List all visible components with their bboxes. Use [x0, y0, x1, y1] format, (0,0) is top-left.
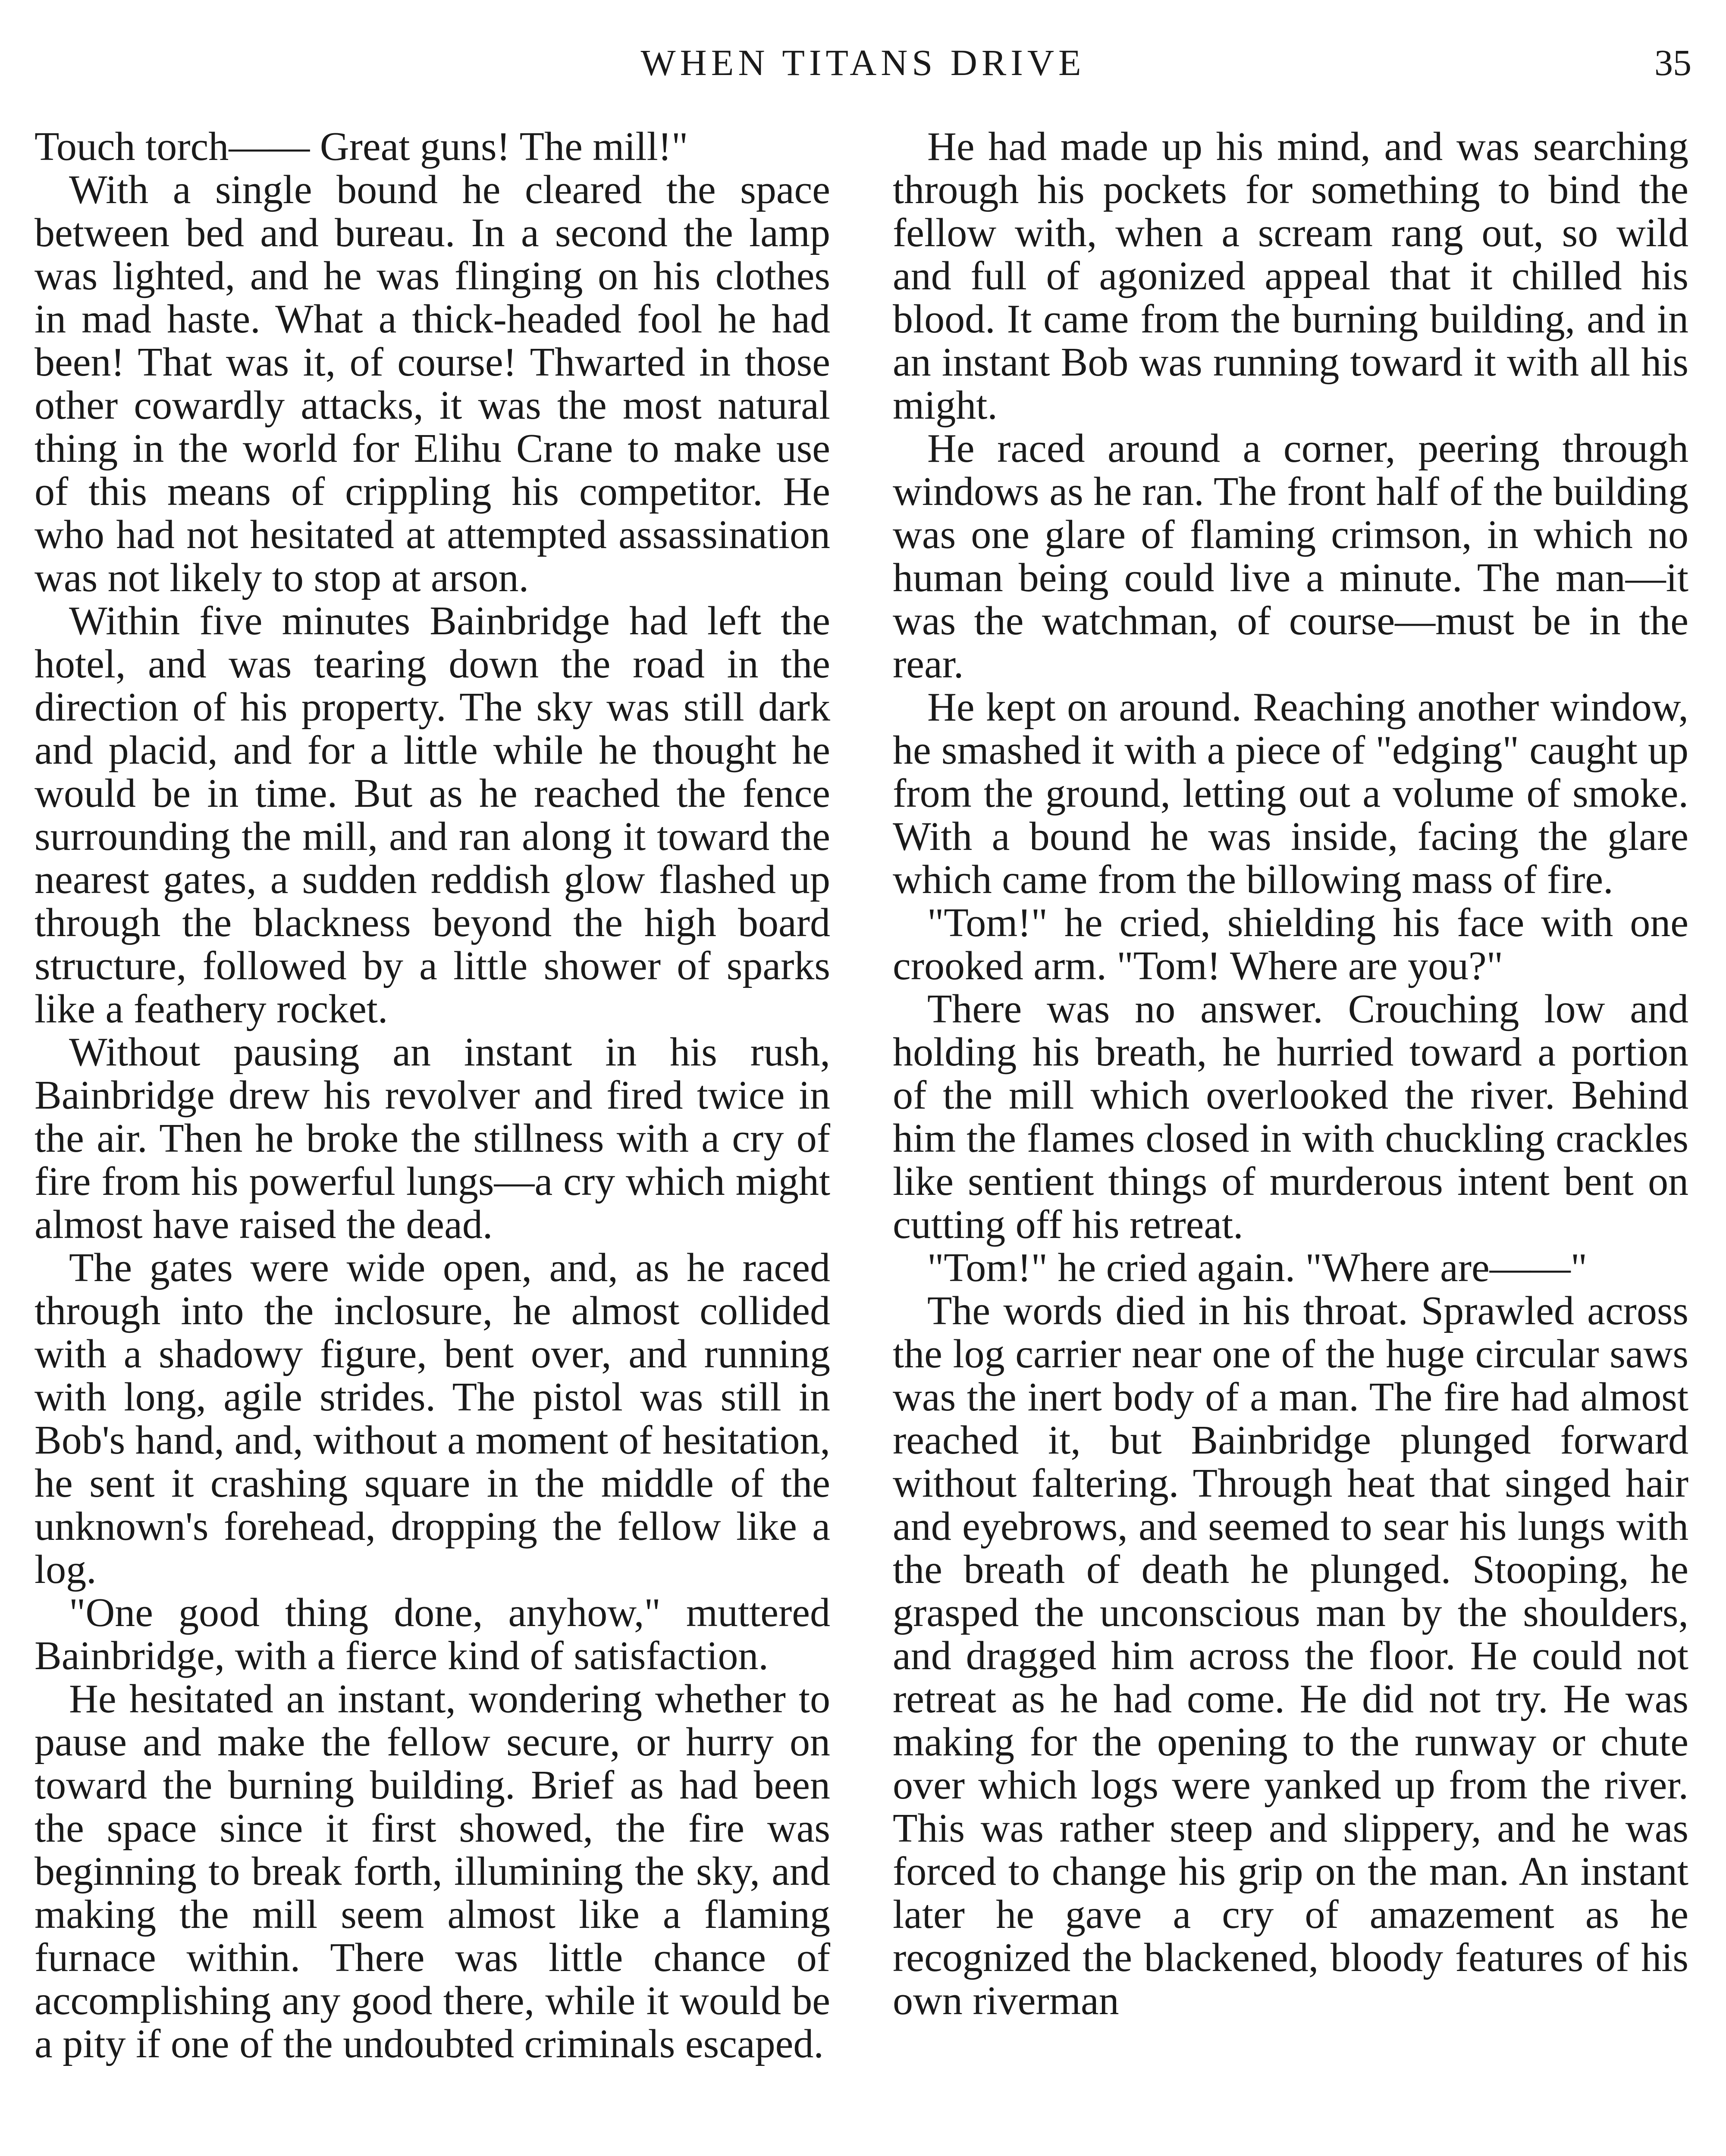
right-column [893, 125, 1688, 2022]
paragraph: He kept on around. Reaching another window, he smashed it with a piece of "edging" caught up from the ground, letting out a volume of smoke. With a bound he was inside, facing the glare which came from the billowing mass of fire. [893, 685, 1688, 902]
left-column [35, 125, 830, 2065]
page-number: 35 [1654, 42, 1691, 83]
paragraph: He had made up his mind, and was searching through his pockets for something to bind the fellow with, when a scream rang out, so wild and full of agonized appeal that it chilled his blood. It came from the burning building, and in an instant Bob was running toward it with all his might. [893, 124, 1688, 428]
page-header [35, 41, 1691, 88]
paragraph: The words died in his throat. Sprawled across the log carrier near one of the huge circular saws was the inert body of a man. The fire had almost reached it, but Bainbridge plunged forward without faltering. Through heat that singed hair and eyebrows, and seemed to sear his lungs with the breath of death he plunged. Stooping, he grasped the unconscious man by the shoulders, and dragged him across the floor. He could not retreat as he had come. He did not try. He was making for the opening to the runway or chute over which logs were yanked up from the river. This was rather steep and slippery, and he was forced to change his grip on the man. An instant later he gave a cry of amazement as he recognized the blackened, bloody features of his own riverman [893, 1288, 1688, 2023]
paragraph: "Tom!" he cried again. "Where are——" [927, 1245, 1588, 1290]
paragraph: There was no answer. Crouching low and holding his breath, he hurried toward a portion of the mill which overlooked the river. Behind him the flames closed in with chuckling crackles like sentient things of murderous intent bent on cutting off his retreat. [893, 987, 1688, 1247]
paragraph: "Tom!" he cried, shielding his face with one crooked arm. "Tom! Where are you?" [893, 900, 1688, 988]
paragraph: With a single bound he cleared the space between bed and bureau. In a second the lamp was lighted, and he was flinging on his clothes in mad haste. What a thick-headed fool he had been! That was it, of course! Thwarted in those other cowardly attacks, it was the most natural thing in the world for Elihu Crane to make use of this means of crippling his competitor. He who had not hesitated at attempted assassination was not likely to stop at arson. [35, 167, 830, 600]
paragraph: The gates were wide open, and, as he raced through into the inclosure, he almost collided with a shadowy figure, bent over, and running with long, agile strides. The pistol was still in Bob's hand, and, without a moment of hesitation, he sent it crashing square in the middle of the unknown's forehead, dropping the fellow like a log. [35, 1245, 830, 1592]
running-title: WHEN TITANS DRIVE [640, 42, 1086, 83]
paragraph: He raced around a corner, peering through windows as he ran. The front half of the building was one glare of flaming crimson, in which no human being could live a minute. The man—it was the watchman, of course—must be in the rear. [893, 426, 1688, 686]
paragraph: He hesitated an instant, wondering whether to pause and make the fellow secure, or hurry on toward the burning building. Brief as had been the space since it first showed, the fire was beginning to break forth, illumining the sky, and making the mill seem almost like a flaming furnace within. There was little chance of accomplishing any good there, while it would be a pity if one of the undoubted criminals escaped. [35, 1677, 830, 2066]
paragraph: Within five minutes Bainbridge had left the hotel, and was tearing down the road in the direction of his property. The sky was still dark and placid, and for a little while he thought he would be in time. But as he reached the fence surrounding the mill, and ran along it toward the nearest gates, a sudden reddish glow flashed up through the blackness beyond the high board structure, followed by a little shower of sparks like a feathery rocket. [35, 599, 830, 1031]
paragraph: "One good thing done, anyhow," muttered Bainbridge, with a fierce kind of satisfaction. [35, 1590, 830, 1678]
paragraph: Without pausing an instant in his rush, Bainbridge drew his revolver and fired twice in the air. Then he broke the stillness with a cry of fire from his powerful lungs—a cry which might almost have raised the dead. [35, 1030, 830, 1247]
paragraph: Touch torch—— Great guns! The mill!" [35, 124, 688, 169]
